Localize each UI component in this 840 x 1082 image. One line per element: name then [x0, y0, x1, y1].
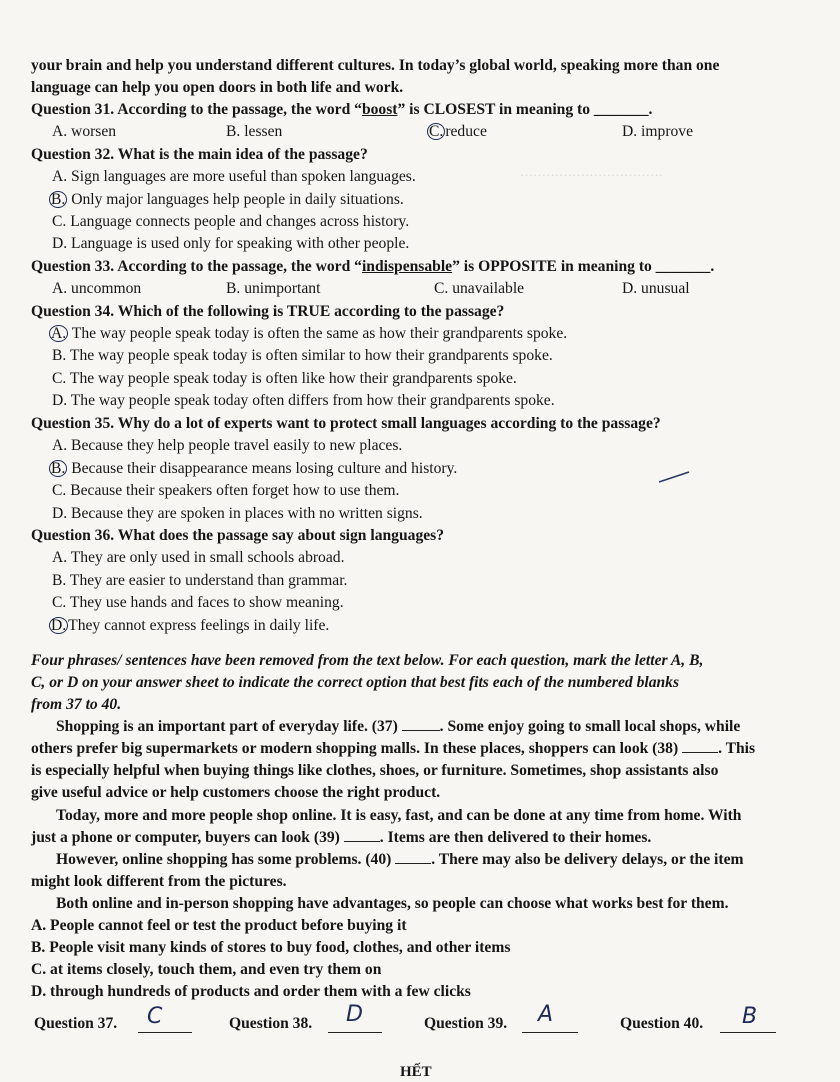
option-34-d[interactable]: D. The way people speak today often differs from how their grandparents spoke.: [52, 392, 555, 409]
passage-line: [56, 717, 740, 737]
question-label: Question 34.: [31, 303, 115, 320]
passage-line: [31, 828, 651, 848]
stem-end: .: [710, 258, 715, 275]
passage-line: Today, more and more people shop online. It is easy, fast, and can be done at any time from home. With: [56, 807, 742, 824]
keyword: boost: [361, 101, 398, 118]
stem-text: According to the passage, the word “: [114, 258, 362, 275]
option-33-c[interactable]: C. unavailable: [434, 280, 525, 297]
choice-c[interactable]: C. at items closely, touch them, and even try them on: [31, 961, 382, 978]
option-text: The way people speak today is often the same as how their grandparents spoke.: [68, 325, 568, 342]
question-label: Question 35.: [31, 415, 115, 432]
answer-circle-mark: C.: [429, 123, 444, 140]
passage-line: [31, 739, 755, 759]
answer-38-handwritten: D: [346, 1002, 363, 1027]
option-36-a[interactable]: A. They are only used in small schools abroad.: [52, 549, 345, 566]
instruction-line-1: Four phrases/ sentences have been removed from the text below. For each question, mark the letter A, B,: [31, 652, 704, 669]
option-32-c[interactable]: C. Language connects people and changes across history.: [52, 213, 410, 230]
passage-line: Both online and in-person shopping have advantages, so people can choose what works best for them.: [56, 895, 729, 912]
option-33-d[interactable]: D. unusual: [622, 280, 690, 297]
stem-text: Which of the following is TRUE according to the passage?: [114, 303, 505, 320]
keyword: indispensable: [361, 258, 453, 275]
question-36-stem: [31, 526, 444, 546]
option-35-a[interactable]: A. Because they help people travel easily to new places.: [52, 437, 403, 454]
stem-text: According to the passage, the word “: [114, 101, 362, 118]
answer-37-blank[interactable]: [138, 1032, 192, 1033]
option-34-a[interactable]: [52, 324, 567, 344]
question-label: Question 31.: [31, 101, 115, 118]
option-35-d[interactable]: D. Because they are spoken in places with no written signs.: [52, 505, 423, 522]
bleed-through-text: ……………………………: [520, 164, 663, 179]
option-35-c[interactable]: C. Because their speakers often forget how to use them.: [52, 482, 400, 499]
answer-40-blank[interactable]: [720, 1032, 776, 1033]
passage-text: others prefer big supermarkets or modern shopping malls. In these places, shoppers can look (38): [31, 740, 683, 757]
instruction-line-3: from 37 to 40.: [31, 696, 122, 713]
stem-end: .: [648, 101, 653, 118]
question-31-stem: [31, 100, 652, 120]
option-32-b[interactable]: [52, 190, 404, 210]
option-35-b[interactable]: [52, 459, 457, 479]
passage-text: However, online shopping has some problems. (40): [56, 851, 396, 868]
question-34-stem: [31, 302, 504, 322]
stem-text: Why do a lot of experts want to protect small languages according to the passage?: [114, 415, 661, 432]
answer-circle-mark: D.: [51, 617, 67, 634]
intro-line-2: language can help you open doors in both life and work.: [31, 79, 404, 96]
answer-37-handwritten: C: [147, 1004, 163, 1029]
passage-text: . Items are then delivered to their homes.: [379, 829, 652, 846]
passage-text: just a phone or computer, buyers can look (39): [31, 829, 344, 846]
question-label: Question 32.: [31, 146, 115, 163]
passage-line: give useful advice or help customers choose the right product.: [31, 784, 441, 801]
question-label: Question 36.: [31, 527, 115, 544]
question-35-stem: [31, 414, 661, 434]
blank-38: [682, 752, 718, 753]
answer-circle-mark: B.: [51, 191, 66, 208]
blank: _______: [655, 258, 711, 275]
blank-39: [344, 841, 380, 842]
blank-37: [402, 730, 440, 731]
choice-d[interactable]: D. through hundreds of products and order them with a few clicks: [31, 983, 471, 1000]
passage-line: might look different from the pictures.: [31, 873, 287, 890]
answer-38-label: Question 38.: [229, 1015, 313, 1032]
answer-39-label: Question 39.: [424, 1015, 508, 1032]
option-text: Because their disappearance means losing culture and history.: [67, 460, 458, 477]
option-36-c[interactable]: C. They use hands and faces to show meaning.: [52, 594, 344, 611]
passage-text: . This: [718, 740, 756, 757]
pen-stroke-mark: [655, 468, 695, 488]
blank-40: [395, 863, 431, 864]
option-text: They cannot express feelings in daily life.: [68, 617, 330, 634]
passage-line: is especially helpful when buying things like clothes, shoes, or furniture. Sometimes, shop assistants also: [31, 762, 719, 779]
passage-line: [56, 850, 743, 870]
answer-38-blank[interactable]: [328, 1032, 382, 1033]
option-text: Only major languages help people in daily situations.: [67, 191, 404, 208]
stem-text: What is the main idea of the passage?: [114, 146, 368, 163]
intro-line-1: your brain and help you understand different cultures. In today’s global world, speaking more than one: [31, 57, 720, 74]
answer-40-handwritten: B: [742, 1004, 758, 1029]
option-31-a[interactable]: A. worsen: [52, 123, 117, 140]
option-31-c[interactable]: [430, 122, 487, 142]
choice-b[interactable]: B. People visit many kinds of stores to buy food, clothes, and other items: [31, 939, 511, 956]
answer-circle-mark: A.: [51, 325, 67, 342]
option-34-c[interactable]: C. The way people speak today is often like how their grandparents spoke.: [52, 370, 517, 387]
answer-39-blank[interactable]: [522, 1032, 578, 1033]
question-33-stem: [31, 257, 714, 277]
answer-37-label: Question 37.: [34, 1015, 118, 1032]
option-33-b[interactable]: B. unimportant: [226, 280, 321, 297]
blank: _______: [593, 101, 649, 118]
passage-text: . There may also be delivery delays, or the item: [431, 851, 744, 868]
stem-text: What does the passage say about sign languages?: [114, 527, 445, 544]
option-31-d[interactable]: D. improve: [622, 123, 694, 140]
choice-a[interactable]: A. People cannot feel or test the product before buying it: [31, 917, 407, 934]
passage-text: . Some enjoy going to small local shops, while: [439, 718, 741, 735]
end-marker: HẾT: [400, 1064, 432, 1080]
question-32-stem: [31, 145, 368, 165]
answer-40-label: Question 40.: [620, 1015, 704, 1032]
option-36-b[interactable]: B. They are easier to understand than grammar.: [52, 572, 348, 589]
option-32-d[interactable]: D. Language is used only for speaking with other people.: [52, 235, 410, 252]
option-32-a[interactable]: A. Sign languages are more useful than spoken languages.: [52, 168, 416, 185]
answer-39-handwritten: A: [538, 1002, 554, 1027]
passage-text: Shopping is an important part of everyday life. (37): [56, 718, 402, 735]
stem-text: ” is CLOSEST in meaning to: [397, 101, 591, 118]
option-36-d[interactable]: [52, 616, 329, 636]
stem-text: ” is OPPOSITE in meaning to: [452, 258, 652, 275]
option-text: reduce: [445, 123, 487, 140]
option-34-b[interactable]: B. The way people speak today is often similar to how their grandparents spoke.: [52, 347, 553, 364]
answer-circle-mark: B.: [51, 460, 66, 477]
instruction-line-2: C, or D on your answer sheet to indicate the correct option that best fits each of the numbered blanks: [31, 674, 680, 691]
question-label: Question 33.: [31, 258, 115, 275]
option-33-a[interactable]: A. uncommon: [52, 280, 142, 297]
option-31-b[interactable]: B. lessen: [226, 123, 283, 140]
